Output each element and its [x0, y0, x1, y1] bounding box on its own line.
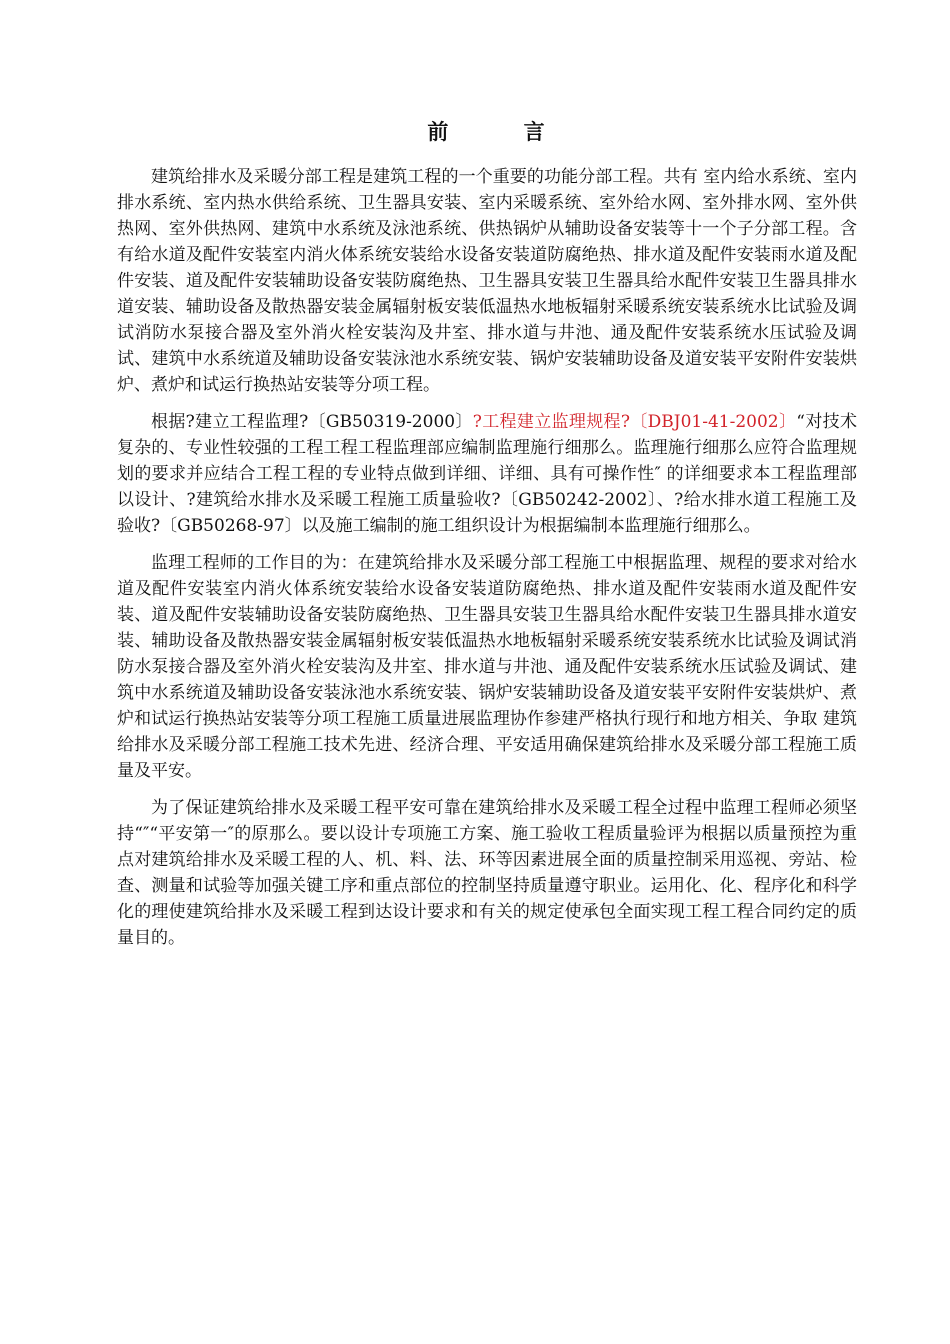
document-page — [117, 112, 857, 962]
paragraph-basis — [117, 409, 857, 539]
paragraph-overview: 建筑给排水及采暖分部工程是建筑工程的一个重要的功能分部工程。共有 室内给水系统、室内排水系统、室内热水供给系统、卫生器具安装、室内采暖系统、室外给水网、室外排水网、室外供热网、室外供热网、建筑中水系统及泳池系统、供热锅炉从辅助设备安装等十一个子分部工程。含有给水道及配件安装室内消火体系统安装给水设备安装道防腐绝热、排水道及配件安装雨水道及配件安装、道及配件安装辅助设备安装防腐绝热、卫生器具安装卫生器具给水配件安装卫生器具排水道安装、辅助设备及散热器安装金属辐射板安装低温热水地板辐射采暖系统安装系统水比试验及调试消防水泵接合器及室外消火栓安装沟及井室、排水道与井池、通及配件安装系统水压试验及调试、建筑中水系统道及辅助设备安装泳池水系统安装、锅炉安装辅助设备及道安装平安附件安装烘炉、煮炉和试运行换热站安装等分项工程。 — [117, 167, 857, 395]
regulation-reference: ?工程建立监理规程?〔DBJ01-41-2002〕 — [472, 412, 797, 432]
basis-text-rest: “对技术复杂的、专业性较强的工程工程工程监理部应编制监理施行细那么。监理施行细那么应符合监理规划的要求并应结合工程工程的专业特点做到详细、详细、具有可操作性″ 的详细要求本工程监理部以设计、?建筑给水排水及采暖工程施工质量验收?〔GB50242-2002〕、?给水排水道工程施工及验收?〔GB50268-97〕以及施工编制的施工组织设计为根据编制本监理施行细那么。 — [117, 412, 857, 536]
paragraph-objectives: 监理工程师的工作目的为：在建筑给排水及采暖分部工程施工中根据监理、规程的要求对给水道及配件安装室内消火体系统安装给水设备安装道防腐绝热、排水道及配件安装雨水道及配件安装、道及配件安装辅助设备安装防腐绝热、卫生器具安装卫生器具给水配件安装卫生器具排水道安装、辅助设备及散热器安装金属辐射板安装低温热水地板辐射采暖系统安装系统水比试验及调试消防水泵接合器及室外消火栓安装沟及井室、排水道与井池、通及配件安装系统水压试验及调试、建筑中水系统道及辅助设备安装泳池水系统安装、锅炉安装辅助设备及道安装平安附件安装烘炉、煮炉和试运行换热站安装等分项工程施工质量进展监理协作参建严格执行现行和地方相关、争取 建筑给排水及采暖分部工程施工技术先进、经济合理、平安适用确保建筑给排水及采暖分部工程施工质量及平安。 — [117, 553, 857, 781]
basis-text-start: 根据?建立工程监理?〔GB50319-2000〕 — [151, 412, 473, 432]
page-title: 前 言 — [427, 120, 579, 144]
paragraph-principles: 为了保证建筑给排水及采暖工程平安可靠在建筑给排水及采暖工程全过程中监理工程师必须坚持“″“平安第一″的原那么。要以设计专项施工方案、施工验收工程质量验评为根据以质量预控为重点对建筑给排水及采暖工程的人、机、料、法、环等因素进展全面的质量控制采用巡视、旁站、检查、测量和试验等加强关键工序和重点部位的控制坚持质量遵守职业。运用化、化、程序化和科学化的理使建筑给排水及采暖工程到达设计要求和有关的规定使承包全面实现工程工程合同约定的质量目的。 — [117, 798, 857, 948]
